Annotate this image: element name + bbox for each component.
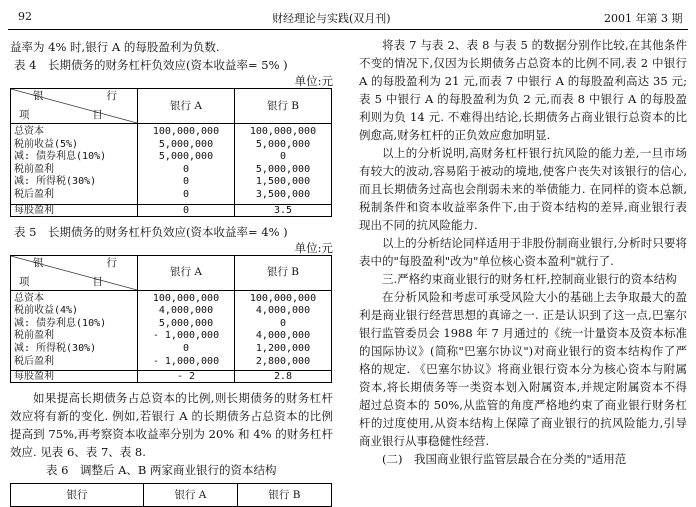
table4-label: 减: 债券利息(10%)	[14, 151, 107, 163]
table4	[10, 88, 332, 217]
table5-labels	[11, 290, 138, 371]
table4-cell: 3,500,000	[255, 188, 311, 200]
table4-eps-label: 每股盈利	[11, 204, 138, 216]
journal-title: 财经理论与实践(双月刊)	[272, 12, 391, 25]
table4-col-b: 银行 B	[235, 89, 332, 124]
table4-label: 减: 所得税(30%)	[14, 176, 97, 188]
left-column	[10, 36, 333, 507]
table4-cell: 0	[182, 188, 190, 200]
table5-label: 减: 债券利息(10%)	[14, 317, 107, 329]
table4-cell: 1,500,000	[255, 176, 311, 188]
table5-cell: 4,000,000	[255, 305, 311, 317]
table4-eps-b: 3.5	[235, 204, 332, 216]
table5-label: 税后盈利	[14, 355, 54, 367]
table5-cell: 0	[279, 317, 287, 329]
table5-caption: 表 5 长期债务的财务杠杆负效应(资本收益率= 4% )	[14, 224, 288, 239]
intro-line: 益率为 4% 时,银行 A 的每股盈利为负数.	[10, 40, 220, 54]
right-paragraph-2: 以上的分析说明,高财务杠杆银行抗风险的能力差,一旦市场有较大的波动,容易陷于被动的境地,使客户丧失对该银行的信心,而且长期债务过高也会削弱未来的举债能力. 在同样的资本总额,税制条件和资本收益率条件下,由于资本结构的差异,商业银行表现出不同的抗风险能力.	[359, 146, 687, 232]
table4-label: 税后盈利	[14, 188, 54, 200]
table5-unit: 单位:元	[294, 240, 333, 255]
table6-h-bank: 银行	[11, 484, 144, 507]
right-column	[359, 36, 687, 468]
header-rule	[8, 29, 688, 30]
table5-cell: 100,000,000	[249, 292, 317, 304]
table5	[10, 255, 332, 384]
left-paragraph: 如果提高长期债务占总资本的比例,则长期债务的财务杠杆效应将有新的变化. 例如,若银行 A 的长期债务占总资本的比例提高到 75%,再考察资本收益率分别为 20% 和 4% 的财务杠杆效应. 见表 6、表 7、表 8.	[10, 391, 333, 460]
table4-values-a	[138, 124, 235, 205]
page-number: 92	[18, 10, 32, 23]
table4-label: 税前盈利	[14, 163, 54, 175]
table5-diag-header	[11, 255, 138, 290]
table5-h-item: 项 目	[19, 275, 117, 288]
right-paragraph-1: 将表 7 与表 2、表 8 与表 5 的数据分别作比较,在其他条件不变的情况下,仅因为长期债务占总资本的比例不同,表 2 中银行 A 的每股盈利为 21 元,而表 7 中银行 A 的每股盈利高达 35 元;表 5 中银行 A 的每股盈利为负 2 元,而表 8 中银行 A 的每股盈利则为负 14 元. 不难得出结论,长期债务占商业银行总资本的比例愈高,财务杠杆的正负效应愈加明显.	[359, 38, 687, 142]
table4-values-b	[235, 124, 332, 205]
table5-cell: 1,200,000	[255, 342, 311, 354]
table6-col-b: 银行 B	[237, 484, 331, 507]
table4-cell: 100,000,000	[152, 126, 220, 137]
table5-cell: 4,000,000	[255, 330, 311, 342]
table5-eps-label: 每股盈利	[11, 371, 138, 383]
table5-eps-b: 2.8	[235, 371, 332, 383]
table5-cell: 100,000,000	[152, 292, 220, 304]
table4-eps-a: 0	[138, 204, 235, 216]
table5-h-bank: 银 行	[33, 256, 131, 269]
table4-cell: 5,000,000	[255, 163, 311, 175]
right-paragraph-3: 以上的分析结论同样适用于非股份制商业银行,分析时只要将表中的"每股盈利"改为"单位核心资本盈利"就行了.	[359, 236, 687, 268]
section-heading: 三.严格约束商业银行的财务杠杆,控制商业银行的资本结构	[382, 272, 677, 286]
table4-unit: 单位:元	[294, 74, 333, 88]
issue-label: 2001 年第 3 期	[604, 12, 683, 25]
table6-caption: 表 6 调整后 A、B 两家商业银行的资本结构	[46, 463, 277, 478]
table5-label: 税前收益(4%)	[14, 305, 79, 317]
table5-label: 税前盈利	[14, 330, 54, 342]
table5-label: 总资本	[14, 292, 44, 304]
table4-label: 税前收益(5%)	[14, 138, 79, 150]
table5-eps-a: - 2	[138, 371, 235, 383]
table5-cell: 0	[182, 342, 190, 354]
right-paragraph-5: 在分析风险和考虑可承受风险大小的基础上去争取最大的盈利是商业银行经营思想的真谛之一. 正是认识到了这一点,巴塞尔银行监管委员会 1988 年 7 月通过的《统一计量资本及资本标准的国际协议》(简称"巴塞尔协议")对商业银行的资本结构作了严格的规定. 《巴塞尔协议》将商业银行资本分为核心资本与附属资本,将长期债务等一类资本划入附属资本,并规定附属资本不得超过总资本的 50%,从监管的角度严格地约束了商业银行财务杠杆的过度使用,从资本结构上保障了商业银行的抗风险能力,引导商业银行从事稳健性经营.	[359, 290, 687, 448]
table4-col-a: 银行 A	[138, 89, 235, 124]
table5-cell: 4,000,000	[158, 305, 214, 317]
table5-label: 减: 所得税(30%)	[14, 342, 97, 354]
table4-cell: 0	[182, 176, 190, 188]
table4-h-item: 项 目	[19, 109, 117, 121]
table5-cell: - 1,000,000	[152, 330, 220, 342]
table5-col-b: 银行 B	[235, 255, 332, 290]
table5-cell: 5,000,000	[158, 317, 214, 329]
table4-labels	[11, 124, 138, 205]
table4-caption: 表 4 长期债务的财务杠杆负效应(资本收益率= 5% )	[14, 58, 288, 72]
table5-col-a: 银行 A	[138, 255, 235, 290]
table5-cell: 2,800,000	[255, 355, 311, 367]
table5-cell: - 1,000,000	[152, 355, 220, 367]
table5-values-b	[235, 290, 332, 371]
table4-cell: 0	[279, 151, 287, 163]
table5-values-a	[138, 290, 235, 371]
right-paragraph-6: (二) 我国商业银行监管层最合在分类的"适用范	[382, 452, 627, 466]
table4-cell: 5,000,000	[255, 138, 311, 150]
table4-cell: 5,000,000	[158, 138, 214, 150]
table6	[10, 483, 332, 507]
table6-col-a: 银行 A	[144, 484, 238, 507]
table4-label: 总资本	[14, 126, 44, 137]
table4-cell: 100,000,000	[249, 126, 317, 137]
table4-cell: 0	[182, 163, 190, 175]
table4-cell: 5,000,000	[158, 151, 214, 163]
table4-h-bank: 银 行	[33, 90, 131, 102]
table4-diag-header	[11, 89, 138, 124]
